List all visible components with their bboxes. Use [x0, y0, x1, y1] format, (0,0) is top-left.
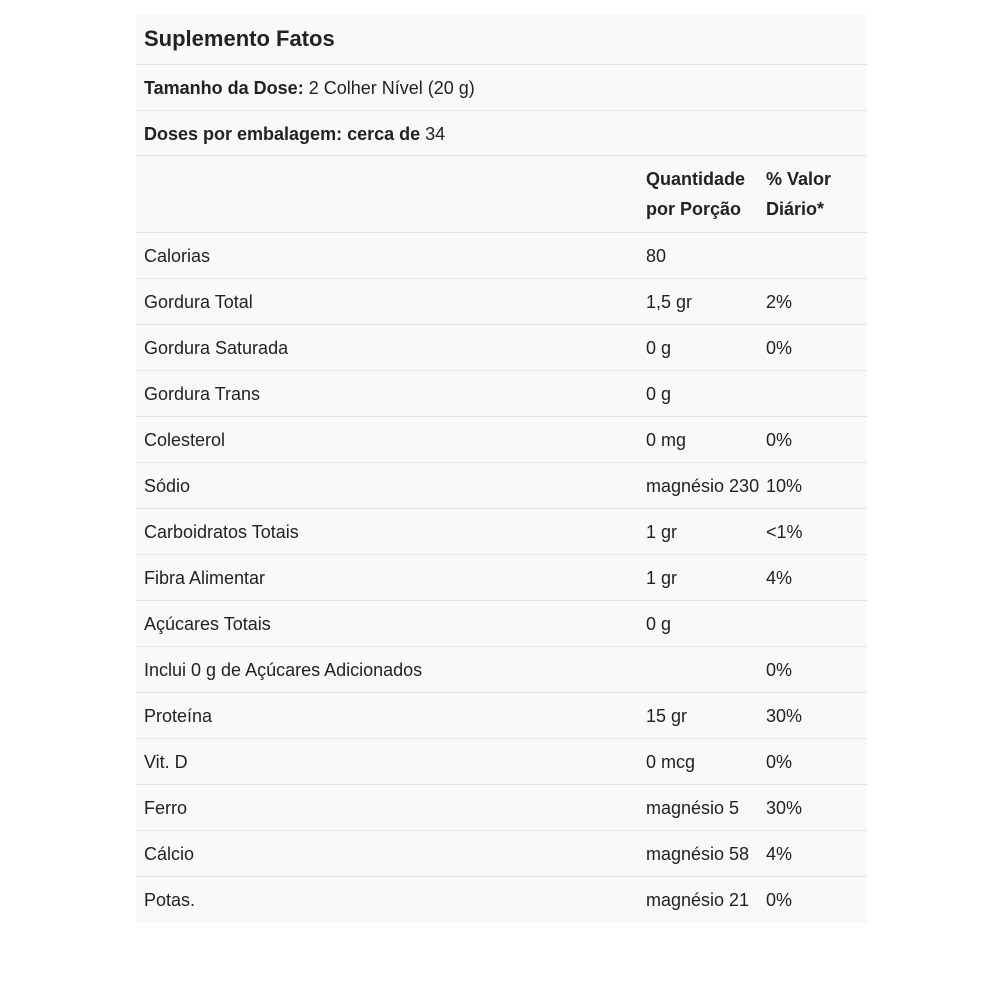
- nutrient-row: [136, 739, 867, 785]
- nutrient-amount: magnésio 21: [646, 890, 750, 910]
- column-header-row: [136, 156, 867, 233]
- nutrient-name: Gordura Saturada: [144, 338, 289, 358]
- serving-size-value: 2 Colher Nível (20 g): [303, 78, 475, 98]
- nutrient-amount: 1 gr: [646, 522, 678, 542]
- nutrient-row: [136, 831, 867, 877]
- nutrient-daily-value: [766, 379, 859, 409]
- nutrient-row: [136, 371, 867, 417]
- supplement-facts-table: [136, 14, 867, 923]
- nutrient-daily-value: 0%: [766, 338, 793, 358]
- facts-title: Suplemento Fatos: [136, 14, 867, 65]
- nutrient-amount: magnésio 5: [646, 798, 740, 818]
- nutrient-amount: [646, 655, 766, 685]
- nutrient-row: [136, 555, 867, 601]
- nutrient-daily-value: 4%: [766, 568, 793, 588]
- nutrient-name: Sódio: [144, 476, 191, 496]
- column-header-nutrient: [144, 164, 646, 224]
- nutrient-amount: 80: [646, 246, 667, 266]
- nutrient-amount: 1,5 gr: [646, 292, 693, 312]
- nutrient-name: Cálcio: [144, 844, 195, 864]
- nutrient-amount: 0 g: [646, 338, 672, 358]
- column-header-daily-value: % Valor Diário*: [766, 169, 832, 219]
- nutrient-row: [136, 877, 867, 923]
- nutrient-name: Gordura Trans: [144, 384, 261, 404]
- servings-per-container-label: Doses por embalagem: cerca de: [144, 123, 421, 144]
- servings-per-container-row: [136, 111, 867, 157]
- nutrient-name: Açúcares Totais: [144, 614, 271, 634]
- nutrient-amount: 0 mcg: [646, 752, 696, 772]
- nutrient-name: Colesterol: [144, 430, 226, 450]
- nutrient-row: [136, 693, 867, 739]
- nutrient-name: Fibra Alimentar: [144, 568, 266, 588]
- serving-size-label: Tamanho da Dose:: [144, 78, 304, 98]
- nutrient-row: [136, 279, 867, 325]
- nutrient-daily-value: 0%: [766, 890, 793, 910]
- nutrient-amount: magnésio 58: [646, 844, 750, 864]
- nutrient-row: [136, 325, 867, 371]
- nutrient-name: Proteína: [144, 706, 213, 726]
- nutrient-amount: 0 mg: [646, 430, 687, 450]
- nutrient-daily-value: 0%: [766, 752, 793, 772]
- nutrient-rows: [136, 233, 867, 923]
- nutrient-name: Potas.: [144, 890, 196, 910]
- nutrient-row: [136, 233, 867, 279]
- nutrient-daily-value: 4%: [766, 844, 793, 864]
- nutrient-amount: magnésio 230: [646, 476, 760, 496]
- nutrient-amount: 1 gr: [646, 568, 678, 588]
- serving-size-row: [136, 65, 867, 111]
- nutrient-daily-value: [766, 609, 859, 639]
- nutrient-row: [136, 647, 867, 693]
- nutrient-name: Carboidratos Totais: [144, 522, 299, 542]
- nutrient-row: [136, 509, 867, 555]
- nutrient-name: Gordura Total: [144, 292, 253, 312]
- nutrient-name: Vit. D: [144, 752, 188, 772]
- nutrient-daily-value: [766, 241, 859, 271]
- nutrient-daily-value: 0%: [766, 660, 793, 680]
- nutrient-amount: 15 gr: [646, 706, 688, 726]
- nutrient-daily-value: 30%: [766, 706, 803, 726]
- column-header-amount: Quantidade por Porção: [646, 169, 746, 219]
- nutrient-daily-value: 10%: [766, 476, 803, 496]
- nutrient-amount: 0 g: [646, 384, 672, 404]
- nutrient-row: [136, 417, 867, 463]
- nutrient-row: [136, 785, 867, 831]
- nutrient-daily-value: <1%: [766, 522, 803, 542]
- nutrient-name: Ferro: [144, 798, 188, 818]
- nutrient-daily-value: 30%: [766, 798, 803, 818]
- nutrient-amount: 0 g: [646, 614, 672, 634]
- nutrient-daily-value: 0%: [766, 430, 793, 450]
- nutrient-row: [136, 463, 867, 509]
- nutrient-name: Calorias: [144, 246, 211, 266]
- servings-per-container-value: 34: [420, 123, 446, 144]
- nutrient-name: Inclui 0 g de Açúcares Adicionados: [144, 660, 423, 680]
- nutrient-row: [136, 601, 867, 647]
- nutrient-daily-value: 2%: [766, 292, 793, 312]
